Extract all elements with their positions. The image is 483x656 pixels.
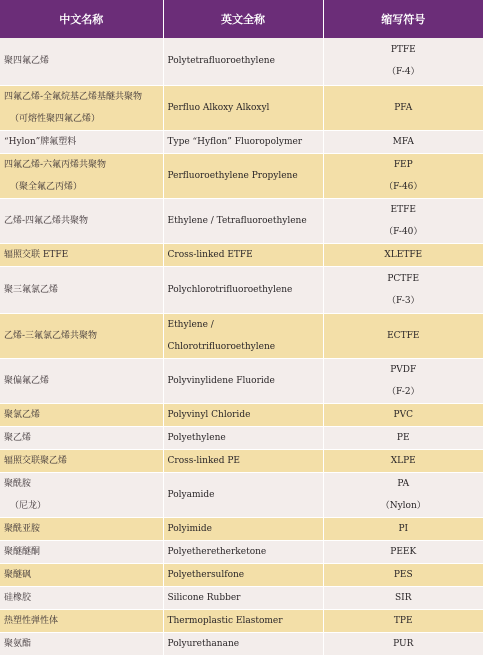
table-row bbox=[0, 472, 483, 517]
abbreviation-cell bbox=[323, 632, 483, 655]
english-name-cell: Perfluoroethylene Propylene bbox=[163, 153, 323, 198]
abbreviation-line: XLETFE bbox=[384, 249, 423, 260]
chinese-name-cell bbox=[0, 130, 163, 153]
chinese-name-cell bbox=[0, 403, 163, 426]
english-name-cell: Thermoplastic Elastomer bbox=[163, 609, 323, 632]
abbreviation-cell bbox=[323, 38, 483, 85]
english-name-cell: Cross-linked ETFE bbox=[163, 243, 323, 266]
english-name-cell: Polychlorotrifluoroethylene bbox=[163, 266, 323, 313]
table-row bbox=[0, 449, 483, 472]
chinese-name-line: 热塑性弹性体 bbox=[4, 615, 59, 626]
abbreviation-line: PEEK bbox=[390, 546, 417, 557]
english-name-cell: Polyurethanane bbox=[163, 632, 323, 655]
header-chinese-name: 中文名称 bbox=[0, 0, 163, 38]
english-name-cell: Cross-linked PE bbox=[163, 449, 323, 472]
chinese-name-line: 四氟乙烯-全氟烷基乙烯基醚共聚物 bbox=[4, 91, 143, 102]
abbreviation-cell bbox=[323, 153, 483, 198]
chinese-name-line: 聚醚砜 bbox=[4, 569, 32, 580]
table-row bbox=[0, 313, 483, 358]
header-row bbox=[0, 0, 483, 38]
chinese-name-cell bbox=[0, 449, 163, 472]
table-row bbox=[0, 403, 483, 426]
chinese-name-line: 乙烯-三氟氯乙烯共聚物 bbox=[4, 330, 98, 341]
chinese-name-line: （可熔性聚四氟乙烯） bbox=[10, 113, 101, 124]
header-abbreviation: 缩写符号 bbox=[323, 0, 483, 38]
abbreviation-cell bbox=[323, 426, 483, 449]
abbreviation-cell bbox=[323, 540, 483, 563]
chinese-name-line: 聚氯乙烯 bbox=[4, 409, 41, 420]
chinese-name-cell bbox=[0, 540, 163, 563]
chinese-name-line: 聚氨酯 bbox=[4, 638, 32, 649]
abbreviation-cell bbox=[323, 198, 483, 243]
chinese-name-cell bbox=[0, 472, 163, 517]
chinese-name-cell bbox=[0, 517, 163, 540]
abbreviation-line: TPE bbox=[393, 615, 413, 626]
abbreviation-cell bbox=[323, 403, 483, 426]
chinese-name-line: 聚乙烯 bbox=[4, 432, 32, 443]
table-row bbox=[0, 540, 483, 563]
abbreviation-cell bbox=[323, 517, 483, 540]
table-row bbox=[0, 153, 483, 198]
table-row bbox=[0, 38, 483, 85]
abbreviation-line: PE bbox=[396, 432, 410, 443]
chinese-name-cell bbox=[0, 198, 163, 243]
table-row bbox=[0, 198, 483, 243]
chinese-name-cell bbox=[0, 85, 163, 130]
english-name-cell: Polyetheretherketone bbox=[163, 540, 323, 563]
chinese-name-line: 辐照交联聚乙烯 bbox=[4, 455, 68, 466]
chinese-name-line: 四氟乙烯-六氟丙烯共聚物 bbox=[4, 159, 107, 170]
english-name-cell: Ethylene / Tetrafluoroethylene bbox=[163, 198, 323, 243]
abbreviation-cell bbox=[323, 243, 483, 266]
abbreviation-cell bbox=[323, 563, 483, 586]
abbreviation-cell bbox=[323, 609, 483, 632]
table-row bbox=[0, 563, 483, 586]
abbreviation-cell bbox=[323, 85, 483, 130]
abbreviation-line: PI bbox=[398, 523, 409, 534]
abbreviation-line: XLPE bbox=[390, 455, 416, 466]
table-row bbox=[0, 358, 483, 403]
chinese-name-cell bbox=[0, 243, 163, 266]
chinese-name-line: 聚四氟乙烯 bbox=[4, 56, 50, 67]
table-row bbox=[0, 517, 483, 540]
abbreviation-line: FEP bbox=[393, 159, 413, 170]
header-english-name: 英文全称 bbox=[163, 0, 323, 38]
abbreviation-line: PFA bbox=[394, 102, 413, 113]
english-name-cell: Polyvinyl Chloride bbox=[163, 403, 323, 426]
chinese-name-cell bbox=[0, 632, 163, 655]
chinese-name-cell bbox=[0, 266, 163, 313]
table-row bbox=[0, 426, 483, 449]
abbreviation-line: PVC bbox=[393, 409, 413, 420]
abbreviation-cell bbox=[323, 449, 483, 472]
abbreviation-line: SIR bbox=[395, 592, 412, 603]
abbreviation-line: PUR bbox=[393, 638, 414, 649]
chinese-name-cell bbox=[0, 426, 163, 449]
english-name-cell: Polyamide bbox=[163, 472, 323, 517]
chinese-name-cell bbox=[0, 38, 163, 85]
chinese-name-cell bbox=[0, 153, 163, 198]
chinese-name-cell bbox=[0, 313, 163, 358]
chinese-name-line: 硅橡胶 bbox=[4, 592, 32, 603]
abbreviation-line: （Nylon） bbox=[380, 500, 426, 511]
abbreviation-line: （F-46） bbox=[384, 181, 423, 192]
english-name-cell: Perfluo Alkoxy Alkoxyl bbox=[163, 85, 323, 130]
english-name-cell: Ethylene / Chlorotrifluoroethylene bbox=[163, 313, 323, 358]
chinese-name-cell bbox=[0, 358, 163, 403]
chinese-name-line: 聚三氟氯乙烯 bbox=[4, 284, 59, 295]
chinese-name-line: 聚偏氟乙烯 bbox=[4, 375, 50, 386]
chinese-name-line: 乙烯-四氟乙烯共聚物 bbox=[4, 215, 89, 226]
table-row bbox=[0, 586, 483, 609]
table-row bbox=[0, 243, 483, 266]
abbreviation-line: ETFE bbox=[390, 204, 416, 215]
table-row bbox=[0, 130, 483, 153]
abbreviation-line: （F-3） bbox=[386, 295, 420, 306]
chinese-name-line: 聚醚醚酮 bbox=[4, 546, 41, 557]
abbreviation-line: PVDF bbox=[390, 364, 417, 375]
table-row bbox=[0, 632, 483, 655]
table-row bbox=[0, 609, 483, 632]
chinese-name-cell bbox=[0, 586, 163, 609]
chinese-name-line: “Hylon”牌氟塑料 bbox=[4, 136, 77, 147]
chinese-name-cell bbox=[0, 609, 163, 632]
chinese-name-line: 聚酰胺 bbox=[4, 478, 32, 489]
abbreviation-line: MFA bbox=[392, 136, 414, 147]
abbreviation-line: （F-4） bbox=[386, 67, 420, 78]
abbreviation-line: PTFE bbox=[390, 45, 416, 56]
english-name-cell: Silicone Rubber bbox=[163, 586, 323, 609]
abbreviation-line: （F-40） bbox=[384, 226, 423, 237]
abbreviation-cell bbox=[323, 130, 483, 153]
chinese-name-line: 辐照交联 ETFE bbox=[4, 249, 69, 260]
table-row bbox=[0, 85, 483, 130]
chinese-name-line: 聚酰亚胺 bbox=[4, 523, 41, 534]
chinese-name-line: （聚全氟乙丙烯） bbox=[10, 181, 83, 192]
chinese-name-cell bbox=[0, 563, 163, 586]
abbreviation-line: ECTFE bbox=[387, 330, 420, 341]
abbreviation-line: PCTFE bbox=[387, 273, 420, 284]
chinese-name-line: （尼龙） bbox=[10, 500, 47, 511]
english-name-cell: Polyethylene bbox=[163, 426, 323, 449]
abbreviation-cell bbox=[323, 472, 483, 517]
abbreviation-line: PES bbox=[393, 569, 413, 580]
english-name-cell: Polytetrafluoroethylene bbox=[163, 38, 323, 85]
abbreviation-cell bbox=[323, 358, 483, 403]
english-name-cell: Type “Hyflon” Fluoropolymer bbox=[163, 130, 323, 153]
english-name-cell: Polyvinylidene Fluoride bbox=[163, 358, 323, 403]
abbreviation-line: PA bbox=[397, 478, 410, 489]
table-row bbox=[0, 266, 483, 313]
abbreviation-cell bbox=[323, 313, 483, 358]
english-name-cell: Polyethersulfone bbox=[163, 563, 323, 586]
abbreviation-cell bbox=[323, 586, 483, 609]
abbreviation-cell bbox=[323, 266, 483, 313]
english-name-cell: Polyimide bbox=[163, 517, 323, 540]
abbreviation-line: （F-2） bbox=[386, 386, 420, 397]
